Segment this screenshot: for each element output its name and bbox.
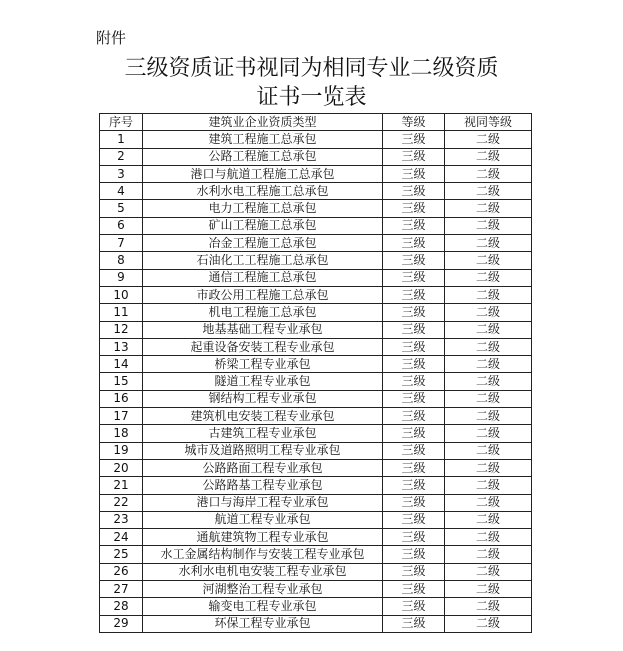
equivalent-grade-cell: 二级	[445, 183, 532, 200]
qualification-type-cell: 公路路面工程专业承包	[143, 459, 383, 476]
qualification-type-cell: 环保工程专业承包	[143, 615, 383, 632]
row-index-cell: 7	[100, 235, 143, 252]
table-row	[100, 321, 532, 338]
grade-cell: 三级	[383, 494, 445, 511]
table-row	[100, 494, 532, 511]
table-row	[100, 581, 532, 598]
row-index-cell: 15	[100, 373, 143, 390]
qualification-type-cell: 电力工程施工总承包	[143, 200, 383, 217]
equivalent-grade-cell: 二级	[445, 425, 532, 442]
table-row	[100, 390, 532, 407]
qualification-type-cell: 冶金工程施工总承包	[143, 235, 383, 252]
qualification-type-cell: 水利水电工程施工总承包	[143, 183, 383, 200]
grade-cell: 三级	[383, 477, 445, 494]
qualification-type-cell: 输变电工程专业承包	[143, 598, 383, 615]
qualification-type-cell: 河湖整治工程专业承包	[143, 581, 383, 598]
row-index-cell: 9	[100, 269, 143, 286]
grade-cell: 三级	[383, 546, 445, 563]
qualification-type-cell: 机电工程施工总承包	[143, 304, 383, 321]
grade-cell: 三级	[383, 615, 445, 632]
table-row	[100, 200, 532, 217]
row-index-cell: 10	[100, 286, 143, 303]
table-row	[100, 165, 532, 182]
table-header-row	[100, 114, 532, 131]
grade-cell: 三级	[383, 338, 445, 355]
table-row	[100, 511, 532, 528]
table-row	[100, 269, 532, 286]
equivalent-grade-cell: 二级	[445, 511, 532, 528]
qualification-type-cell: 航道工程专业承包	[143, 511, 383, 528]
grade-cell: 三级	[383, 217, 445, 234]
qualification-type-cell: 桥梁工程专业承包	[143, 356, 383, 373]
table-row	[100, 408, 532, 425]
table-row	[100, 286, 532, 303]
equivalent-grade-cell: 二级	[445, 615, 532, 632]
column-header-equivalent-grade: 视同等级	[445, 114, 532, 131]
grade-cell: 三级	[383, 425, 445, 442]
equivalent-grade-cell: 二级	[445, 200, 532, 217]
row-index-cell: 27	[100, 581, 143, 598]
qualification-type-cell: 水利水电机电安装工程专业承包	[143, 563, 383, 580]
equivalent-grade-cell: 二级	[445, 598, 532, 615]
row-index-cell: 28	[100, 598, 143, 615]
equivalent-grade-cell: 二级	[445, 252, 532, 269]
table-body	[100, 131, 532, 633]
grade-cell: 三级	[383, 286, 445, 303]
row-index-cell: 19	[100, 442, 143, 459]
grade-cell: 三级	[383, 459, 445, 476]
column-header-index: 序号	[100, 114, 143, 131]
row-index-cell: 6	[100, 217, 143, 234]
table-row	[100, 148, 532, 165]
row-index-cell: 20	[100, 459, 143, 476]
equivalent-grade-cell: 二级	[445, 477, 532, 494]
row-index-cell: 26	[100, 563, 143, 580]
equivalent-grade-cell: 二级	[445, 408, 532, 425]
equivalent-grade-cell: 二级	[445, 442, 532, 459]
document-title-line-1: 三级资质证书视同为相同专业二级资质	[124, 56, 499, 81]
row-index-cell: 12	[100, 321, 143, 338]
row-index-cell: 8	[100, 252, 143, 269]
qualification-type-cell: 港口与海岸工程专业承包	[143, 494, 383, 511]
grade-cell: 三级	[383, 529, 445, 546]
equivalent-grade-cell: 二级	[445, 217, 532, 234]
table-row	[100, 615, 532, 632]
grade-cell: 三级	[383, 598, 445, 615]
row-index-cell: 14	[100, 356, 143, 373]
grade-cell: 三级	[383, 356, 445, 373]
table-row	[100, 183, 532, 200]
row-index-cell: 21	[100, 477, 143, 494]
qualification-type-cell: 通信工程施工总承包	[143, 269, 383, 286]
equivalent-grade-cell: 二级	[445, 494, 532, 511]
row-index-cell: 2	[100, 148, 143, 165]
table-row	[100, 235, 532, 252]
grade-cell: 三级	[383, 563, 445, 580]
row-index-cell: 29	[100, 615, 143, 632]
grade-cell: 三级	[383, 511, 445, 528]
row-index-cell: 11	[100, 304, 143, 321]
table-row	[100, 131, 532, 148]
table-row	[100, 425, 532, 442]
qualification-type-cell: 公路工程施工总承包	[143, 148, 383, 165]
equivalent-grade-cell: 二级	[445, 459, 532, 476]
equivalent-grade-cell: 二级	[445, 269, 532, 286]
row-index-cell: 3	[100, 165, 143, 182]
qualification-type-cell: 石油化工工程施工总承包	[143, 252, 383, 269]
grade-cell: 三级	[383, 165, 445, 182]
equivalent-grade-cell: 二级	[445, 546, 532, 563]
table-row	[100, 459, 532, 476]
table-row	[100, 442, 532, 459]
qualification-type-cell: 水工金属结构制作与安装工程专业承包	[143, 546, 383, 563]
grade-cell: 三级	[383, 235, 445, 252]
grade-cell: 三级	[383, 390, 445, 407]
table-row	[100, 477, 532, 494]
grade-cell: 三级	[383, 408, 445, 425]
equivalent-grade-cell: 二级	[445, 286, 532, 303]
equivalent-grade-cell: 二级	[445, 529, 532, 546]
row-index-cell: 1	[100, 131, 143, 148]
row-index-cell: 17	[100, 408, 143, 425]
qualification-type-cell: 城市及道路照明工程专业承包	[143, 442, 383, 459]
qualification-type-cell: 钢结构工程专业承包	[143, 390, 383, 407]
grade-cell: 三级	[383, 148, 445, 165]
qualification-type-cell: 矿山工程施工总承包	[143, 217, 383, 234]
grade-cell: 三级	[383, 321, 445, 338]
table-row	[100, 598, 532, 615]
equivalent-grade-cell: 二级	[445, 148, 532, 165]
qualification-type-cell: 建筑工程施工总承包	[143, 131, 383, 148]
equivalent-grade-cell: 二级	[445, 338, 532, 355]
table-row	[100, 356, 532, 373]
qualification-type-cell: 公路路基工程专业承包	[143, 477, 383, 494]
row-index-cell: 24	[100, 529, 143, 546]
table-row	[100, 373, 532, 390]
equivalent-grade-cell: 二级	[445, 390, 532, 407]
equivalent-grade-cell: 二级	[445, 356, 532, 373]
qualification-table	[99, 113, 532, 633]
equivalent-grade-cell: 二级	[445, 581, 532, 598]
table-row	[100, 338, 532, 355]
qualification-type-cell: 古建筑工程专业承包	[143, 425, 383, 442]
grade-cell: 三级	[383, 131, 445, 148]
qualification-type-cell: 港口与航道工程施工总承包	[143, 165, 383, 182]
grade-cell: 三级	[383, 581, 445, 598]
qualification-type-cell: 起重设备安装工程专业承包	[143, 338, 383, 355]
qualification-type-cell: 市政公用工程施工总承包	[143, 286, 383, 303]
equivalent-grade-cell: 二级	[445, 235, 532, 252]
attachment-label: 附件	[96, 29, 127, 47]
row-index-cell: 18	[100, 425, 143, 442]
grade-cell: 三级	[383, 252, 445, 269]
table-row	[100, 304, 532, 321]
grade-cell: 三级	[383, 183, 445, 200]
row-index-cell: 23	[100, 511, 143, 528]
row-index-cell: 5	[100, 200, 143, 217]
table-row	[100, 217, 532, 234]
equivalent-grade-cell: 二级	[445, 563, 532, 580]
grade-cell: 三级	[383, 304, 445, 321]
table-row	[100, 529, 532, 546]
row-index-cell: 25	[100, 546, 143, 563]
table-row	[100, 546, 532, 563]
document-title-line-2: 证书一览表	[256, 85, 367, 110]
table-row	[100, 563, 532, 580]
grade-cell: 三级	[383, 442, 445, 459]
equivalent-grade-cell: 二级	[445, 131, 532, 148]
qualification-type-cell: 地基基础工程专业承包	[143, 321, 383, 338]
equivalent-grade-cell: 二级	[445, 165, 532, 182]
row-index-cell: 13	[100, 338, 143, 355]
row-index-cell: 4	[100, 183, 143, 200]
equivalent-grade-cell: 二级	[445, 304, 532, 321]
row-index-cell: 22	[100, 494, 143, 511]
row-index-cell: 16	[100, 390, 143, 407]
table-row	[100, 252, 532, 269]
grade-cell: 三级	[383, 373, 445, 390]
grade-cell: 三级	[383, 200, 445, 217]
qualification-type-cell: 建筑机电安装工程专业承包	[143, 408, 383, 425]
qualification-type-cell: 隧道工程专业承包	[143, 373, 383, 390]
qualification-type-cell: 通航建筑物工程专业承包	[143, 529, 383, 546]
equivalent-grade-cell: 二级	[445, 321, 532, 338]
column-header-grade: 等级	[383, 114, 445, 131]
equivalent-grade-cell: 二级	[445, 373, 532, 390]
grade-cell: 三级	[383, 269, 445, 286]
column-header-qualification-type: 建筑业企业资质类型	[143, 114, 383, 131]
